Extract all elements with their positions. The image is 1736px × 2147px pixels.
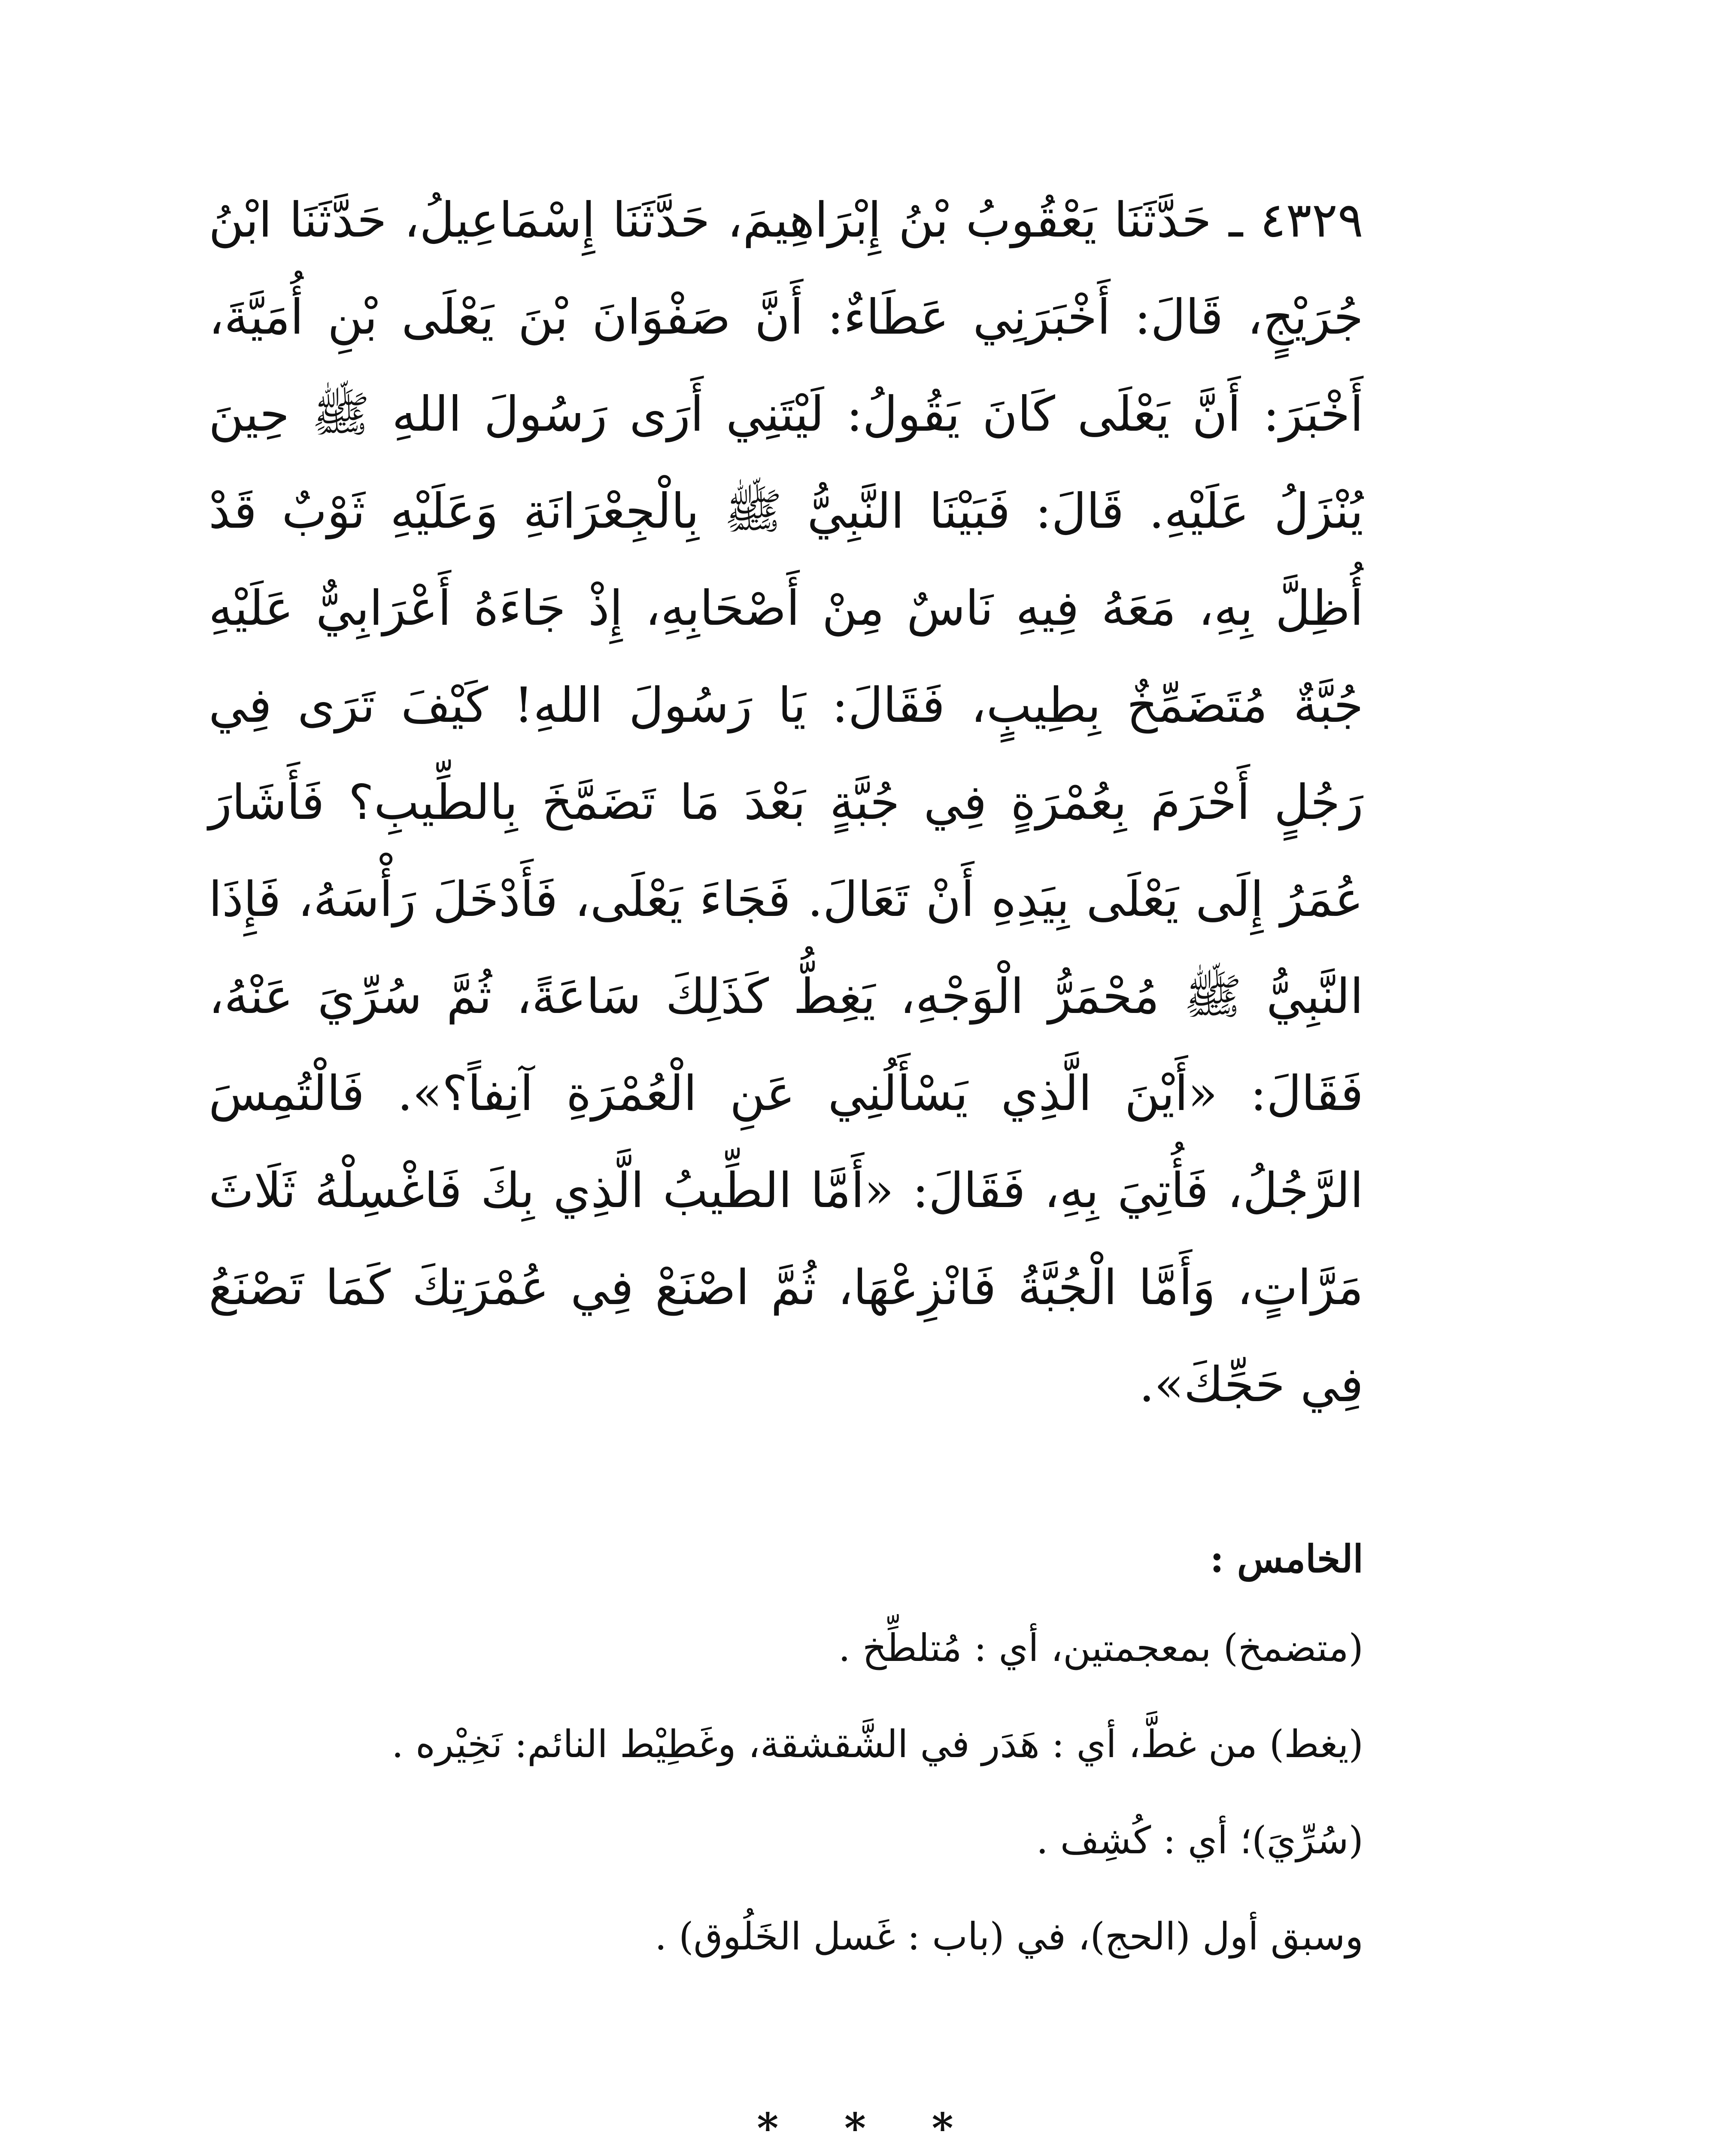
section-separator: * * * xyxy=(757,2104,979,2147)
note-line: (سُرِّيَ)؛ أي : كُشِف . xyxy=(1036,1818,1363,1862)
hadith-paragraph xyxy=(209,172,1363,1433)
note-line: وسبق أول (الحج)، في (باب : غَسل الخَلُوق) . xyxy=(655,1914,1363,1958)
notes-heading: الخامس : xyxy=(1210,1536,1363,1581)
commentary-notes xyxy=(209,1537,1363,2011)
hadith-text: ـ حَدَّثَنَا يَعْقُوبُ بْنُ إِبْرَاهِيمَ، حَدَّثَنَا إِسْمَاعِيلُ، حَدَّثَنَا ابْنُ جُرَيْجٍ، قَالَ: أَخْبَرَنِي عَطَاءٌ: أَنَّ صَفْوَانَ بْنَ يَعْلَى بْنِ أُمَيَّةَ، أَخْبَرَ: أَنَّ يَعْلَى كَانَ يَقُولُ: لَيْتَنِي أَرَى رَسُولَ اللهِ ﷺ حِينَ يُنْزَلُ عَلَيْهِ. قَالَ: فَبَيْنَا النَّبِيُّ ﷺ بِالْجِعْرَانَةِ وَعَلَيْهِ ثَوْبٌ قَدْ أُظِلَّ بِهِ، مَعَهُ فِيهِ نَاسٌ مِنْ أَصْحَابِهِ، إِذْ جَاءَهُ أَعْرَابِيٌّ عَلَيْهِ جُبَّةٌ مُتَضَمِّخٌ بِطِيبٍ، فَقَالَ: يَا رَسُولَ اللهِ! كَيْفَ تَرَى فِي رَجُلٍ أَحْرَمَ بِعُمْرَةٍ فِي جُبَّةٍ بَعْدَ مَا تَضَمَّخَ بِالطِّيبِ؟ فَأَشَارَ عُمَرُ إِلَى يَعْلَى بِيَدِهِ أَنْ تَعَالَ. فَجَاءَ يَعْلَى، فَأَدْخَلَ رَأْسَهُ، فَإِذَا النَّبِيُّ ﷺ مُحْمَرُّ الْوَجْهِ، يَغِطُّ كَذَلِكَ سَاعَةً، ثُمَّ سُرِّيَ عَنْهُ، فَقَالَ: «أَيْنَ الَّذِي يَسْأَلُنِي عَنِ الْعُمْرَةِ آنِفاً؟». فَالْتُمِسَ الرَّجُلُ، فَأُتِيَ بِهِ، فَقَالَ: «أَمَّا الطِّيبُ الَّذِي بِكَ فَاغْسِلْهُ ثَلَاثَ مَرَّاتٍ، وَأَمَّا الْجُبَّةُ فَانْزِعْهَا، ثُمَّ اصْنَعْ فِي عُمْرَتِكَ كَمَا تَصْنَعُ فِي حَجِّكَ». xyxy=(209,192,1364,1413)
note-line: (يغط) من غطَّ، أي : هَدَر في الشَّقشقة، وغَطِيْط النائم: نَخِيْره . xyxy=(392,1722,1363,1766)
hadith-number: ٤٣٢٩ xyxy=(1260,192,1363,248)
note-line: (متضمخ) بمعجمتين، أي : مُتلطِّخ . xyxy=(838,1626,1363,1670)
